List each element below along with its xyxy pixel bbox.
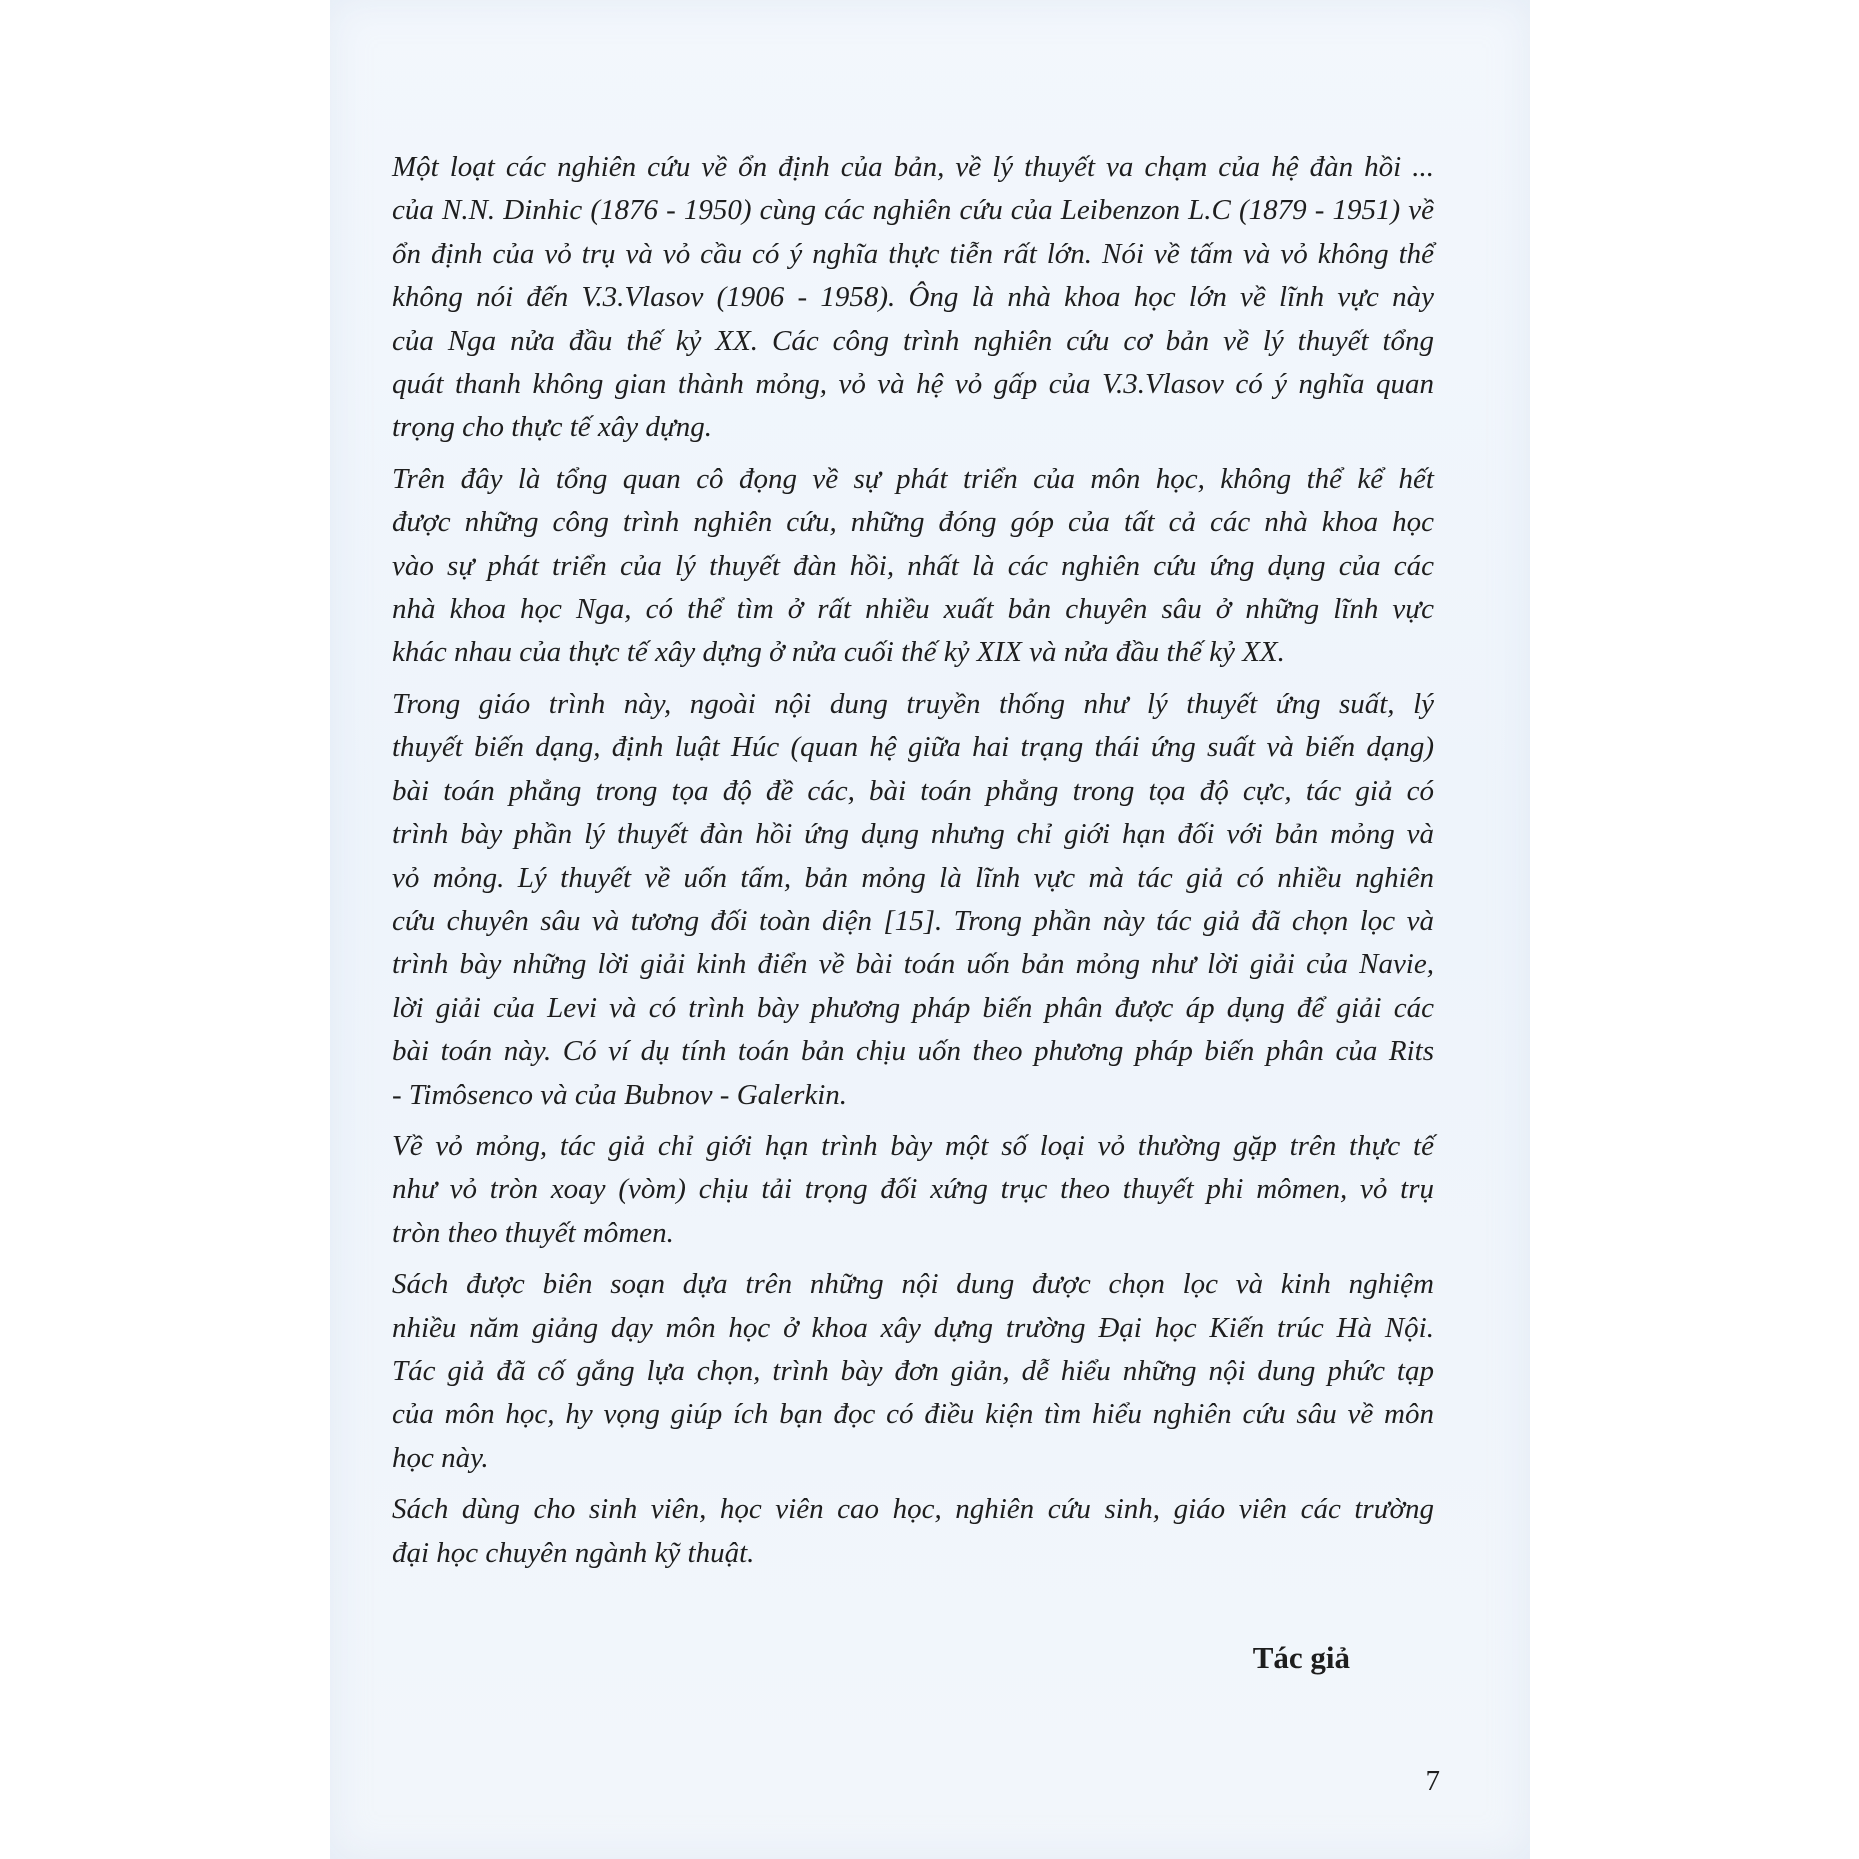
text-line: bài toán phẳng trong tọa độ đề các, bài toán phẳng trong tọa độ cực, tác giả có — [392, 774, 1434, 807]
text-line: nhà khoa học Nga, có thể tìm ở rất nhiều xuất bản chuyên sâu ở những lĩnh vực — [392, 593, 1434, 626]
paragraph-2 — [356, 458, 1434, 675]
text-line: vỏ mỏng. Lý thuyết về uốn tấm, bản mỏng là lĩnh vực mà tác giả có nhiều nghiên — [392, 861, 1434, 894]
text-line: nhiều năm giảng dạy môn học ở khoa xây dựng trường Đại học Kiến trúc Hà Nội. — [392, 1311, 1434, 1344]
paragraph-5 — [356, 1263, 1434, 1480]
text-line: trình bày phần lý thuyết đàn hồi ứng dụng nhưng chỉ giới hạn đối với bản mỏng và — [392, 818, 1434, 851]
text-line: bài toán này. Có ví dụ tính toán bản chịu uốn theo phương pháp biến phân của Rits — [392, 1035, 1434, 1068]
text-line: của N.N. Dinhic (1876 - 1950) cùng các nghiên cứu của Leibenzon L.C (1879 - 1951) về — [392, 194, 1434, 227]
text-line: quát thanh không gian thành mỏng, vỏ và hệ vỏ gấp của V.3.Vlasov có ý nghĩa quan — [392, 368, 1434, 401]
text-line: cứu chuyên sâu và tương đối toàn diện [15]. Trong phần này tác giả đã chọn lọc và — [392, 904, 1434, 937]
text-line: Sách dùng cho sinh viên, học viên cao học, nghiên cứu sinh, giáo viên các trường — [392, 1493, 1434, 1526]
text-line: của Nga nửa đầu thế kỷ XX. Các công trình nghiên cứu cơ bản về lý thuyết tổng — [392, 324, 1434, 357]
text-line: vào sự phát triển của lý thuyết đàn hồi, nhất là các nghiên cứu ứng dụng của các — [392, 549, 1434, 582]
text-line: Một loạt các nghiên cứu về ổn định của bản, về lý thuyết va chạm của hệ đàn hồi ... — [392, 151, 1434, 183]
paragraph-3 — [356, 683, 1434, 1117]
text-line: - Timôsenco và của Bubnov - Galerkin. — [392, 1078, 848, 1111]
text-line: Sách được biên soạn dựa trên những nội dung được chọn lọc và kinh nghiệm — [392, 1268, 1434, 1301]
body-text — [356, 146, 1434, 1583]
paragraph-4 — [356, 1125, 1434, 1255]
text-line: ổn định của vỏ trụ và vỏ cầu có ý nghĩa thực tiễn rất lớn. Nói về tấm và vỏ không thể — [392, 237, 1434, 270]
text-line: Về vỏ mỏng, tác giả chỉ giới hạn trình bày một số loại vỏ thường gặp trên thực tế — [392, 1129, 1434, 1162]
text-line: không nói đến V.3.Vlasov (1906 - 1958). Ông là nhà khoa học lớn về lĩnh vực này — [392, 281, 1434, 314]
text-line: học này. — [392, 1441, 489, 1474]
text-line: tròn theo thuyết mômen. — [392, 1216, 674, 1249]
text-line: trình bày những lời giải kinh điển về bài toán uốn bản mỏng như lời giải của Navie, — [392, 948, 1434, 981]
text-line: lời giải của Levi và có trình bày phương pháp biến phân được áp dụng để giải các — [392, 991, 1434, 1024]
text-line: Trong giáo trình này, ngoài nội dung truyền thống như lý thuyết ứng suất, lý — [392, 687, 1434, 720]
text-line: của môn học, hy vọng giúp ích bạn đọc có điều kiện tìm hiểu nghiên cứu sâu về môn — [392, 1398, 1434, 1431]
paragraph-1 — [356, 146, 1434, 450]
text-line: khác nhau của thực tế xây dựng ở nửa cuối thế kỷ XIX và nửa đầu thế kỷ XX. — [392, 636, 1285, 669]
text-line: được những công trình nghiên cứu, những đóng góp của tất cả các nhà khoa học — [392, 506, 1434, 539]
paragraph-6 — [356, 1488, 1434, 1575]
author-signature: Tác giả — [1252, 1640, 1350, 1675]
text-line: thuyết biến dạng, định luật Húc (quan hệ giữa hai trạng thái ứng suất và biến dạng) — [392, 731, 1434, 764]
text-line: đại học chuyên ngành kỹ thuật. — [392, 1536, 755, 1569]
text-line: trọng cho thực tế xây dựng. — [392, 411, 712, 444]
page-number: 7 — [1425, 1765, 1440, 1797]
text-line: như vỏ tròn xoay (vòm) chịu tải trọng đối xứng trục theo thuyết phi mômen, vỏ trụ — [392, 1173, 1434, 1206]
text-line: Trên đây là tổng quan cô đọng về sự phát triển của môn học, không thể kể hết — [392, 462, 1434, 495]
text-line: Tác giả đã cố gắng lựa chọn, trình bày đơn giản, dễ hiểu những nội dung phức tạp — [392, 1354, 1434, 1387]
